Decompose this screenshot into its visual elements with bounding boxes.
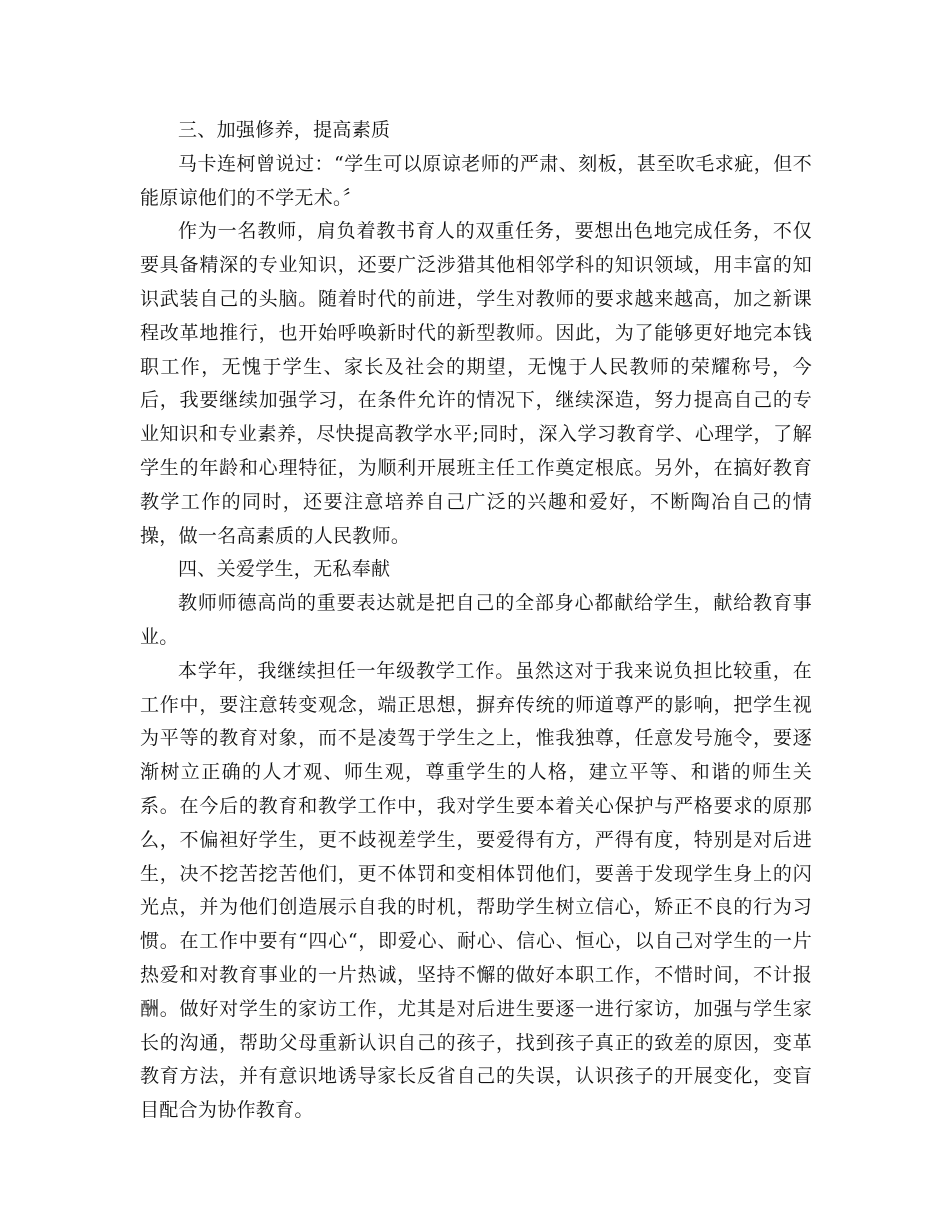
document-body bbox=[140, 114, 812, 1128]
quote-paragraph: 马卡连柯曾说过：“学生可以原谅老师的严肃、刻板，甚至吹毛求疵，但不能原谅他们的不学无术。〞 bbox=[140, 152, 812, 209]
body-paragraph: 教师师德高尚的重要表达就是把自己的全部身心都献给学生，献给教育事业。 bbox=[140, 592, 812, 648]
section-heading-4: 四、关爱学生，无私奉献 bbox=[178, 558, 391, 581]
section-heading-3: 三、加强修养，提高素质 bbox=[178, 119, 391, 141]
body-paragraph: 本学年，我继续担任一年级教学工作。虽然这对于我来说负担比较重，在工作中，要注意转变观念，端正思想，摒弃传统的师道尊严的影响，把学生视为平等的教育对象，而不是凌驾于学生之上，惟我独尊，任意发号施令，要逐渐树立正确的人才观、师生观，尊重学生的人格，建立平等、和谐的师生关系。在今后的教育和教学工作中，我对学生要本着关心保护与严格要求的原那么，不偏袒好学生，更不歧视差学生，要爱得有方，严得有度，特别是对后进生，决不挖苦挖苦他们，更不体罚和变相体罚他们，要善于发现学生身上的闪光点，并为他们创造展示自我的时机，帮助学生树立信心，矫正不良的行为习惯。在工作中要有“四心“，即爱心、耐心、信心、恒心，以自己对学生的一片热爱和对教育事业的一片热诚，坚持不懈的做好本职工作，不惜时间，不计报酬。做好对学生的家访工作，尤其是对后进生要逐一进行家访，加强与学生家长的沟通，帮助父母重新认识自己的孩子，找到孩子真正的致差的原因，变革教育方法，并有意识地诱导家长反省自己的失误，认识孩子的开展变化，变盲目配合为协作教育。 bbox=[140, 659, 812, 1122]
body-paragraph: 作为一名教师，肩负着教书育人的双重任务，要想出色地完成任务，不仅要具备精深的专业知识，还要广泛涉猎其他相邻学科的知识领域，用丰富的知识武装自己的头脑。随着时代的前进，学生对教师的要求越来越高，加之新课程改革地推行，也开始呼唤新时代的新型教师。因此，为了能够更好地完本钱职工作，无愧于学生、家长及社会的期望，无愧于人民教师的荣耀称号，今后，我要继续加强学习，在条件允许的情况下，继续深造，努力提高自己的专业知识和专业素养，尽快提高教学水平;同时，深入学习教育学、心理学，了解学生的年龄和心理特征，为顺利开展班主任工作奠定根底。另外，在搞好教育教学工作的同时，还要注意培养自己广泛的兴趣和爱好，不断陶冶自己的情操，做一名高素质的人民教师。 bbox=[140, 220, 812, 547]
